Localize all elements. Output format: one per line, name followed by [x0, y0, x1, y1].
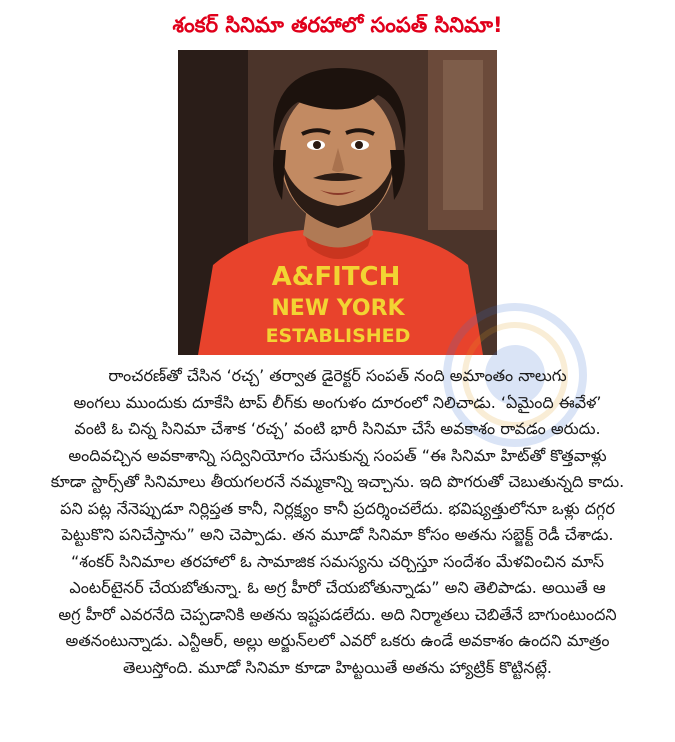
- article-line: “శంకర్ సినిమాల తరహాలో ఓ సామాజిక సమస్యను చర్చిస్తూ సందేశం మేళవించిన మాస్: [70, 551, 605, 571]
- article-line: వంటి ఓ చిన్న సినిమా చేశాక ‘రచ్చ’ వంటి భారీ సినిమా చేసే అవకాశం రావడం అరుదు.: [74, 419, 601, 438]
- article-line: ఎంటర్‌టైనర్ చేయబోతున్నా. ఓ అగ్ర హీరో చేయబోతున్నాడు” అని తెలిపాడు. అయితే ఆ: [69, 578, 606, 597]
- article-line: పెట్టుకొని పనిచేస్తాను” అని చెప్పాడు. తన మూడో సినిమా కోసం అతను సబ్జెక్ట్ రెడీ చేశాడు.: [61, 525, 614, 544]
- article-body: [6, 363, 669, 681]
- article-line: పని పట్ల నేనెప్పుడూ నిర్లిప్తత కానీ, నిర్లక్ష్యం కానీ ప్రదర్శించలేదు. భవిష్యత్తులోనూ ఒళ్లు దగ్గర: [60, 498, 615, 518]
- article-headline: శంకర్ సినిమా తరహాలో సంపత్ సినిమా!: [172, 13, 503, 37]
- shirt-print-line2: NEW YORK: [271, 296, 405, 321]
- shirt-print-line1: A&FITCH: [271, 262, 401, 292]
- director-portrait-illustration: [178, 50, 497, 355]
- director-photo: [178, 50, 497, 355]
- article-line: అందివచ్చిన అవకాశాన్ని సద్వినియోగం చేసుకున్న సంపత్ “ఈ సినిమా హిట్‌తో కొత్తవాళ్లు: [68, 445, 607, 465]
- article-line: తెలుస్తోంది. మూడో సినిమా కూడా హిట్టయితే అతను హ్యాట్రిక్ కొట్టినట్లే.: [122, 657, 553, 677]
- shirt-print-line3: ESTABLISHED: [265, 325, 411, 347]
- article-line: అతనంటున్నాడు. ఎన్టీఆర్, అల్లు అర్జున్‌లలో ఎవరో ఒకరు ఉండే అవకాశం ఉందని మాత్రం: [65, 631, 610, 650]
- article-line: అంగలు ముందుకు దూకేసి టాప్ లీగ్‌కు అంగుళం దూరంలో నిలిచాడు. ‘ఏమైంది ఈవేళ’: [73, 392, 602, 412]
- article-line: అగ్ర హీరో ఎవరనేది చెప్పడానికి అతను ఇష్టపడలేదు. అది నిర్మాతలు చెబితేనే బాగుంటుందని: [58, 604, 617, 624]
- article-line: రాంచరణ్‌తో చేసిన ‘రచ్చ’ తర్వాత డైరెక్టర్ సంపత్ నంది అమాంతం నాలుగు: [108, 366, 567, 385]
- article-line: కూడా స్టార్స్‌తో సినిమాలు తీయగలరనే నమ్మకాన్ని ఇచ్చాను. ఇది పొగరుతో చెబుతున్నది కాదు.: [50, 472, 625, 491]
